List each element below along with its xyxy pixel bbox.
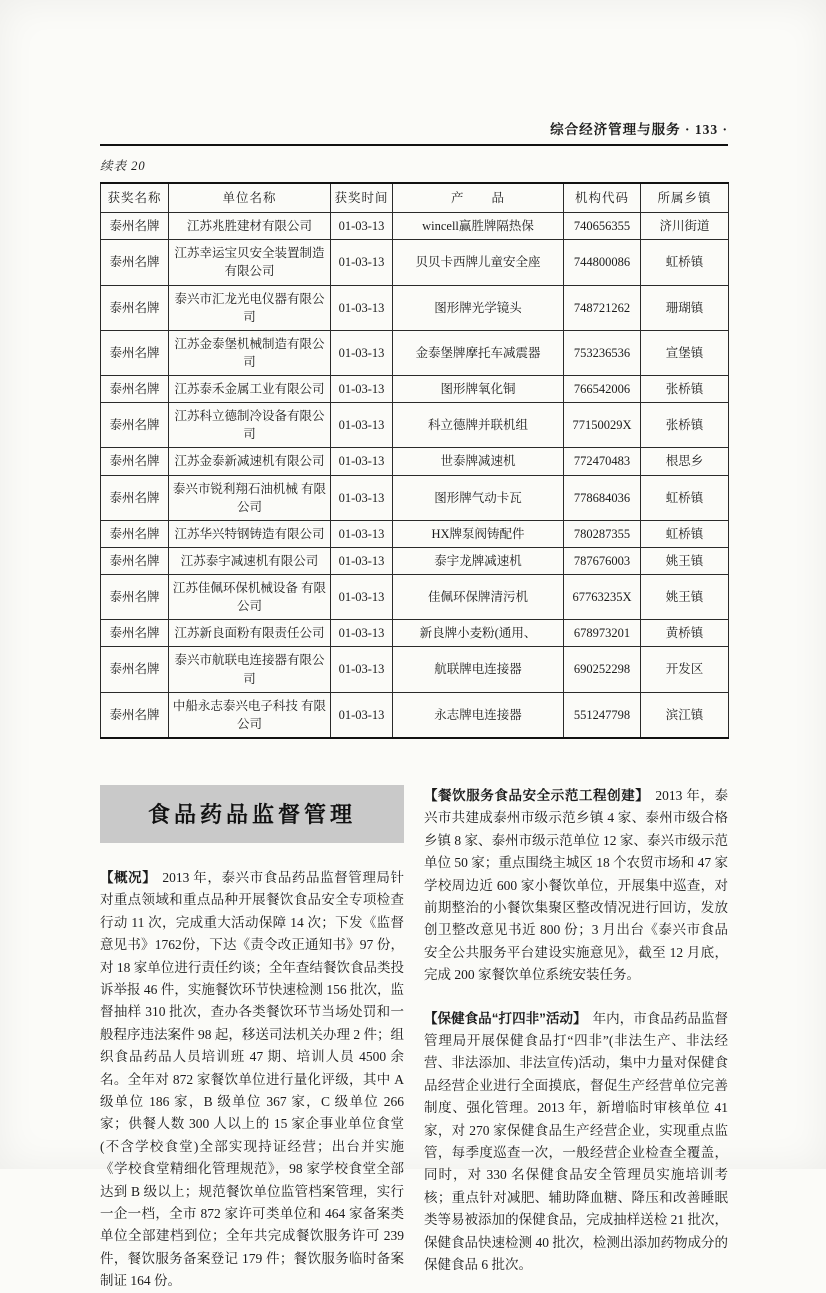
table-row (101, 575, 729, 620)
health-food-entry-text: 年内，市食品药品监督管理局开展保健食品打“四非”(非法生产、非法经营、非法添加、非法宣传)活动，集中力量对保健食品经营企业进行全面摸底，督促生产经营单位完善制度、强化管理。2013 年，新增临时审核单位 41 家，对 270 家保健食品生产经营企业，实现重点监管，每季度巡查一次，一般经营企业检查全覆盖，同时，对 330 名保健食品安全管理员实施培训考核；重点针对减肥、辅助降血糖、降压和改善睡眠类等易被添加的保健食品，完成抽样送检 21 批次，保健食品快速检测 40 批次，检测出添加药物成分的保健食品 6 批次。 (424, 1010, 729, 1272)
cell-award-date: 01-03-13 (331, 403, 393, 448)
cell-award-name: 泰州名牌 (101, 285, 169, 330)
column-header-town: 所属乡镇 (641, 183, 729, 213)
cell-award-date: 01-03-13 (331, 376, 393, 403)
cell-award-date: 01-03-13 (331, 448, 393, 475)
cell-unit-name: 泰兴市锐利翔石油机械 有限公司 (169, 475, 331, 520)
overview-entry-text: 2013 年，泰兴市食品药品监督管理局针对重点领域和重点品种开展餐饮食品安全专项检查行动 11 次，完成重大活动保障 14 次；下发《监督意见书》1762份，下达《责令改正通知书》97 份，对 18 家单位进行责任约谈；全年查结餐饮食品类投诉举报 46 件，实施餐饮环节快速检测 156 批次，监督抽样 310 批次，查办各类餐饮环节当场处罚和一般程序违法案件 98 起，移送司法机关办理 2 件；组织食品药品人员培训班 47 期、培训人员 4500 余名。全年对 872 家餐饮单位进行量化评级，其中 A 级单位 186 家，B 级单位 367 家，C 级单位 266 家；供餐人数 300 人以上的 15 家企事业单位食堂(不含学校食堂)全部实现持证经营；出台并实施《学校食堂精细化管理规范》，98 家学校食堂全部达到 B 级以上；规范餐饮单位监管档案管理，实行一企一档，全市 872 家许可类单位和 464 家备案类单位全部建档到位；全年共完成餐饮服务许可 239 件，餐饮服务备案登记 179 件；餐饮服务临时备案制证 164 份。 (100, 869, 405, 1289)
column-header-product: 产 品 (393, 183, 564, 213)
cell-org-code: 678973201 (564, 620, 641, 647)
cell-award-date: 01-03-13 (331, 240, 393, 285)
cell-township: 珊瑚镇 (641, 285, 729, 330)
cell-award-date: 01-03-13 (331, 285, 393, 330)
cell-product: 贝贝卡西牌儿童安全座 (393, 240, 564, 285)
cell-township: 姚王镇 (641, 575, 729, 620)
health-food-entry-label: 【保健食品“打四非”活动】 (424, 1010, 587, 1026)
table-row (101, 403, 729, 448)
table-row (101, 285, 729, 330)
cell-unit-name: 中船永志泰兴电子科技 有限公司 (169, 692, 331, 738)
cell-award-name: 泰州名牌 (101, 403, 169, 448)
demonstration-entry-label: 【餐饮服务食品安全示范工程创建】 (424, 787, 650, 803)
cell-product: 图形牌氧化铜 (393, 376, 564, 403)
cell-org-code: 690252298 (564, 647, 641, 692)
cell-org-code: 787676003 (564, 547, 641, 574)
cell-org-code: 740656355 (564, 213, 641, 240)
cell-product: 永志牌电连接器 (393, 692, 564, 738)
overview-paragraph (100, 867, 404, 1293)
cell-org-code: 744800086 (564, 240, 641, 285)
cell-township: 宣堡镇 (641, 330, 729, 375)
table-row (101, 647, 729, 692)
cell-award-name: 泰州名牌 (101, 692, 169, 738)
table-row (101, 240, 729, 285)
health-food-paragraph (424, 1008, 728, 1277)
cell-org-code: 780287355 (564, 520, 641, 547)
cell-award-date: 01-03-13 (331, 547, 393, 574)
header-rule (100, 144, 728, 146)
column-header-unit: 单位名称 (169, 183, 331, 213)
cell-township: 黄桥镇 (641, 620, 729, 647)
table-row (101, 547, 729, 574)
cell-award-name: 泰州名牌 (101, 376, 169, 403)
cell-unit-name: 江苏兆胜建材有限公司 (169, 213, 331, 240)
cell-township: 虹桥镇 (641, 240, 729, 285)
page-content (100, 0, 728, 1293)
cell-unit-name: 江苏金泰堡机械制造有限公司 (169, 330, 331, 375)
left-column (100, 785, 404, 1293)
cell-product: 金泰堡牌摩托车减震器 (393, 330, 564, 375)
column-header-award: 获奖名称 (101, 183, 169, 213)
cell-unit-name: 泰兴市汇龙光电仪器有限公司 (169, 285, 331, 330)
table-row (101, 475, 729, 520)
cell-org-code: 772470483 (564, 448, 641, 475)
cell-unit-name: 江苏金泰新减速机有限公司 (169, 448, 331, 475)
cell-township: 虹桥镇 (641, 520, 729, 547)
cell-product: 世泰牌减速机 (393, 448, 564, 475)
cell-unit-name: 江苏佳佩环保机械设备 有限公司 (169, 575, 331, 620)
cell-product: 新良牌小麦粉(通用、 (393, 620, 564, 647)
table-row (101, 448, 729, 475)
cell-award-name: 泰州名牌 (101, 620, 169, 647)
table-row (101, 520, 729, 547)
cell-product: 泰宇龙牌减速机 (393, 547, 564, 574)
cell-unit-name: 泰兴市航联电连接器有限公司 (169, 647, 331, 692)
cell-award-date: 01-03-13 (331, 575, 393, 620)
table-row (101, 376, 729, 403)
cell-township: 开发区 (641, 647, 729, 692)
table-row (101, 330, 729, 375)
cell-township: 滨江镇 (641, 692, 729, 738)
cell-unit-name: 江苏华兴特钢铸造有限公司 (169, 520, 331, 547)
awards-table (100, 182, 729, 739)
cell-product: 图形牌气动卡瓦 (393, 475, 564, 520)
cell-product: 航联牌电连接器 (393, 647, 564, 692)
cell-award-date: 01-03-13 (331, 330, 393, 375)
cell-org-code: 753236536 (564, 330, 641, 375)
cell-award-date: 01-03-13 (331, 620, 393, 647)
cell-unit-name: 江苏幸运宝贝安全装置制造有限公司 (169, 240, 331, 285)
right-column (424, 785, 728, 1277)
cell-org-code: 748721262 (564, 285, 641, 330)
cell-award-name: 泰州名牌 (101, 330, 169, 375)
cell-product: 科立德牌并联机组 (393, 403, 564, 448)
demonstration-paragraph (424, 785, 728, 987)
cell-township: 张桥镇 (641, 403, 729, 448)
cell-township: 姚王镇 (641, 547, 729, 574)
cell-award-name: 泰州名牌 (101, 213, 169, 240)
cell-unit-name: 江苏泰禾金属工业有限公司 (169, 376, 331, 403)
cell-award-name: 泰州名牌 (101, 240, 169, 285)
cell-org-code: 77150029X (564, 403, 641, 448)
awards-table-body (101, 213, 729, 738)
cell-product: HX牌泵阀铸配件 (393, 520, 564, 547)
cell-org-code: 67763235X (564, 575, 641, 620)
cell-award-name: 泰州名牌 (101, 520, 169, 547)
awards-table-header (101, 183, 729, 213)
cell-award-name: 泰州名牌 (101, 448, 169, 475)
section-area (100, 785, 728, 1293)
cell-award-name: 泰州名牌 (101, 547, 169, 574)
cell-org-code: 778684036 (564, 475, 641, 520)
cell-award-date: 01-03-13 (331, 647, 393, 692)
cell-unit-name: 江苏新良面粉有限责任公司 (169, 620, 331, 647)
cell-award-date: 01-03-13 (331, 520, 393, 547)
section-title-box (100, 785, 404, 843)
cell-award-date: 01-03-13 (331, 213, 393, 240)
running-head: 综合经济管理与服务 · 133 · (550, 122, 728, 137)
cell-unit-name: 江苏泰宇减速机有限公司 (169, 547, 331, 574)
cell-product: 佳佩环保牌清污机 (393, 575, 564, 620)
cell-award-name: 泰州名牌 (101, 475, 169, 520)
cell-award-name: 泰州名牌 (101, 575, 169, 620)
header-row (101, 183, 729, 213)
cell-township: 济川街道 (641, 213, 729, 240)
cell-township: 根思乡 (641, 448, 729, 475)
cell-award-date: 01-03-13 (331, 692, 393, 738)
cell-product: wincell赢胜牌隔热保 (393, 213, 564, 240)
table-row (101, 213, 729, 240)
section-title: 食品药品监督管理 (147, 802, 356, 828)
cell-org-code: 551247798 (564, 692, 641, 738)
table-caption: 续表 20 (100, 159, 146, 173)
column-header-date: 获奖时间 (331, 183, 393, 213)
table-row (101, 620, 729, 647)
cell-product: 图形牌光学镜头 (393, 285, 564, 330)
cell-unit-name: 江苏科立德制冷设备有限公司 (169, 403, 331, 448)
column-header-code: 机构代码 (564, 183, 641, 213)
overview-entry-label: 【概况】 (100, 869, 157, 885)
cell-award-date: 01-03-13 (331, 475, 393, 520)
cell-award-name: 泰州名牌 (101, 647, 169, 692)
demonstration-entry-text: 2013 年，泰兴市共建成泰州市级示范乡镇 4 家、泰州市级合格乡镇 8 家、泰州市级示范单位 12 家、泰兴市级示范单位 50 家；重点围绕主城区 18 个农贸市场和 47 家学校周边近 600 家小餐饮单位，开展集中巡查，对前期整治的小餐饮集聚区整改情况进行回访，发放创卫整改意见书近 800 份；3 月出台《泰兴市食品安全公共服务平台建设实施意见》，截至 12 月底，完成 200 家餐饮单位系统安装任务。 (424, 787, 729, 983)
table-row (101, 692, 729, 738)
cell-township: 张桥镇 (641, 376, 729, 403)
cell-org-code: 766542006 (564, 376, 641, 403)
cell-township: 虹桥镇 (641, 475, 729, 520)
